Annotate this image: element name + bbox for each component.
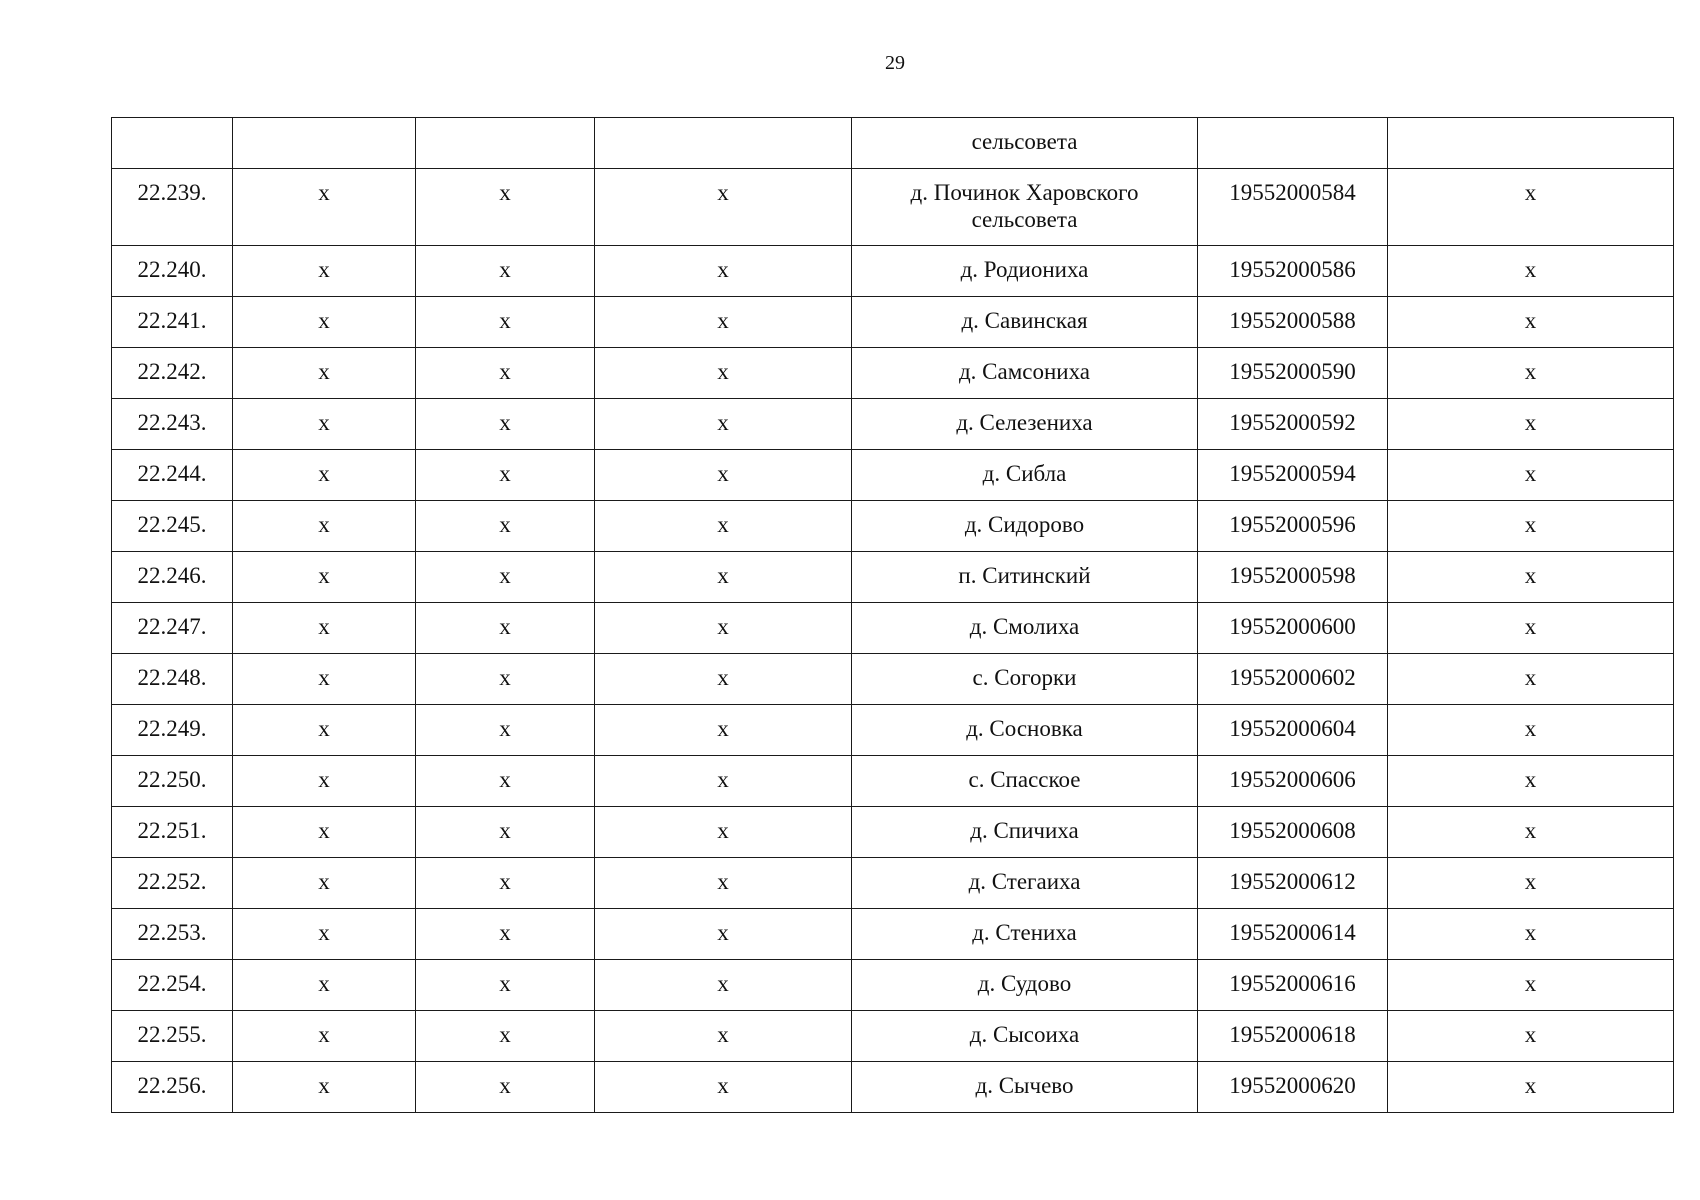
table-row [112,169,1674,246]
cell-col2: х [233,1062,416,1113]
cell-col3: х [416,169,595,246]
table-row [112,297,1674,348]
cell-col4: х [595,348,852,399]
table-row [112,960,1674,1011]
cell-col4: х [595,1011,852,1062]
table-row [112,399,1674,450]
cell-col7: х [1388,1062,1674,1113]
cell-col2: х [233,450,416,501]
table-row [112,501,1674,552]
cell-code: 19552000586 [1198,246,1388,297]
cell-col4: х [595,960,852,1011]
cell-code: 19552000596 [1198,501,1388,552]
cell-col7 [1388,118,1674,169]
cell-col3: х [416,450,595,501]
cell-col2: х [233,807,416,858]
cell-number: 22.253. [112,909,233,960]
table-row [112,1011,1674,1062]
cell-col3: х [416,603,595,654]
cell-col2: х [233,552,416,603]
cell-col7: х [1388,909,1674,960]
cell-col7: х [1388,603,1674,654]
cell-settlement-name: д. Родиониха [852,246,1198,297]
cell-settlement-name: д. Сидорово [852,501,1198,552]
cell-col3: х [416,807,595,858]
cell-settlement-name: д. Сосновка [852,705,1198,756]
cell-code: 19552000598 [1198,552,1388,603]
cell-code: 19552000590 [1198,348,1388,399]
cell-col7: х [1388,960,1674,1011]
table-row [112,654,1674,705]
cell-col2: х [233,756,416,807]
cell-col3: х [416,1062,595,1113]
table-row [112,603,1674,654]
cell-col3: х [416,552,595,603]
cell-settlement-name: д. Сычево [852,1062,1198,1113]
cell-col2: х [233,705,416,756]
cell-col4 [595,118,852,169]
cell-col4: х [595,756,852,807]
cell-col3: х [416,960,595,1011]
cell-number: 22.247. [112,603,233,654]
cell-col3: х [416,348,595,399]
cell-col4: х [595,169,852,246]
cell-col2: х [233,1011,416,1062]
cell-col7: х [1388,399,1674,450]
cell-number: 22.250. [112,756,233,807]
cell-col4: х [595,858,852,909]
cell-col3 [416,118,595,169]
cell-number: 22.242. [112,348,233,399]
cell-settlement-name: д. Судово [852,960,1198,1011]
cell-col4: х [595,807,852,858]
cell-number: 22.239. [112,169,233,246]
cell-col4: х [595,501,852,552]
cell-code: 19552000594 [1198,450,1388,501]
table-row [112,756,1674,807]
cell-col2 [233,118,416,169]
cell-number: 22.249. [112,705,233,756]
cell-col2: х [233,858,416,909]
cell-settlement-name: д. Самсониха [852,348,1198,399]
cell-col7: х [1388,756,1674,807]
cell-settlement-name: д. Стегаиха [852,858,1198,909]
cell-settlement-name: д. Савинская [852,297,1198,348]
cell-settlement-name: д. Селезениха [852,399,1198,450]
cell-number: 22.256. [112,1062,233,1113]
cell-col7: х [1388,552,1674,603]
cell-col4: х [595,450,852,501]
cell-col4: х [595,399,852,450]
page-number: 29 [885,52,905,74]
cell-col3: х [416,756,595,807]
cell-col2: х [233,169,416,246]
settlements-table [111,117,1674,1113]
cell-number: 22.245. [112,501,233,552]
cell-code: 19552000604 [1198,705,1388,756]
cell-col4: х [595,909,852,960]
table-row [112,1062,1674,1113]
cell-code: 19552000606 [1198,756,1388,807]
cell-number: 22.240. [112,246,233,297]
cell-code: 19552000618 [1198,1011,1388,1062]
cell-code: 19552000608 [1198,807,1388,858]
table-row [112,858,1674,909]
cell-col7: х [1388,246,1674,297]
cell-code: 19552000614 [1198,909,1388,960]
cell-number: 22.251. [112,807,233,858]
cell-settlement-name: д. Смолиха [852,603,1198,654]
cell-col7: х [1388,297,1674,348]
cell-code: 19552000616 [1198,960,1388,1011]
table-row [112,450,1674,501]
cell-col2: х [233,960,416,1011]
cell-col4: х [595,246,852,297]
cell-col2: х [233,399,416,450]
cell-settlement-name: д. Сибла [852,450,1198,501]
cell-number: 22.248. [112,654,233,705]
cell-col3: х [416,705,595,756]
cell-settlement-name: д. Спичиха [852,807,1198,858]
cell-col2: х [233,603,416,654]
cell-settlement-name: сельсовета [852,118,1198,169]
cell-number [112,118,233,169]
table-row [112,246,1674,297]
cell-number: 22.244. [112,450,233,501]
cell-number: 22.252. [112,858,233,909]
cell-code: 19552000612 [1198,858,1388,909]
cell-col3: х [416,297,595,348]
cell-code: 19552000592 [1198,399,1388,450]
cell-code [1198,118,1388,169]
table-row [112,705,1674,756]
table-row [112,552,1674,603]
cell-col2: х [233,909,416,960]
cell-col3: х [416,909,595,960]
cell-col7: х [1388,501,1674,552]
cell-number: 22.243. [112,399,233,450]
cell-col7: х [1388,169,1674,246]
cell-col2: х [233,654,416,705]
cell-code: 19552000602 [1198,654,1388,705]
cell-col7: х [1388,1011,1674,1062]
cell-col4: х [595,297,852,348]
cell-col3: х [416,399,595,450]
cell-settlement-name: д. Стениха [852,909,1198,960]
cell-col4: х [595,603,852,654]
cell-col3: х [416,654,595,705]
table-row-continuation [112,118,1674,169]
cell-col2: х [233,246,416,297]
cell-col4: х [595,552,852,603]
cell-code: 19552000600 [1198,603,1388,654]
cell-col7: х [1388,807,1674,858]
cell-settlement-name: д. Починок Харовского сельсовета [852,169,1198,246]
cell-col7: х [1388,654,1674,705]
cell-col7: х [1388,450,1674,501]
table-row [112,348,1674,399]
cell-col7: х [1388,348,1674,399]
cell-col3: х [416,858,595,909]
cell-col4: х [595,705,852,756]
cell-col2: х [233,297,416,348]
cell-col4: х [595,1062,852,1113]
table-row [112,807,1674,858]
table-row [112,909,1674,960]
cell-col3: х [416,501,595,552]
cell-col2: х [233,348,416,399]
cell-code: 19552000588 [1198,297,1388,348]
cell-settlement-name: п. Ситинский [852,552,1198,603]
cell-number: 22.246. [112,552,233,603]
cell-col3: х [416,1011,595,1062]
cell-col7: х [1388,705,1674,756]
cell-col2: х [233,501,416,552]
cell-col3: х [416,246,595,297]
cell-number: 22.255. [112,1011,233,1062]
cell-col7: х [1388,858,1674,909]
cell-number: 22.241. [112,297,233,348]
cell-settlement-name: с. Спасское [852,756,1198,807]
cell-col4: х [595,654,852,705]
cell-code: 19552000584 [1198,169,1388,246]
cell-settlement-name: д. Сысоиха [852,1011,1198,1062]
cell-code: 19552000620 [1198,1062,1388,1113]
cell-settlement-name: с. Согорки [852,654,1198,705]
cell-number: 22.254. [112,960,233,1011]
